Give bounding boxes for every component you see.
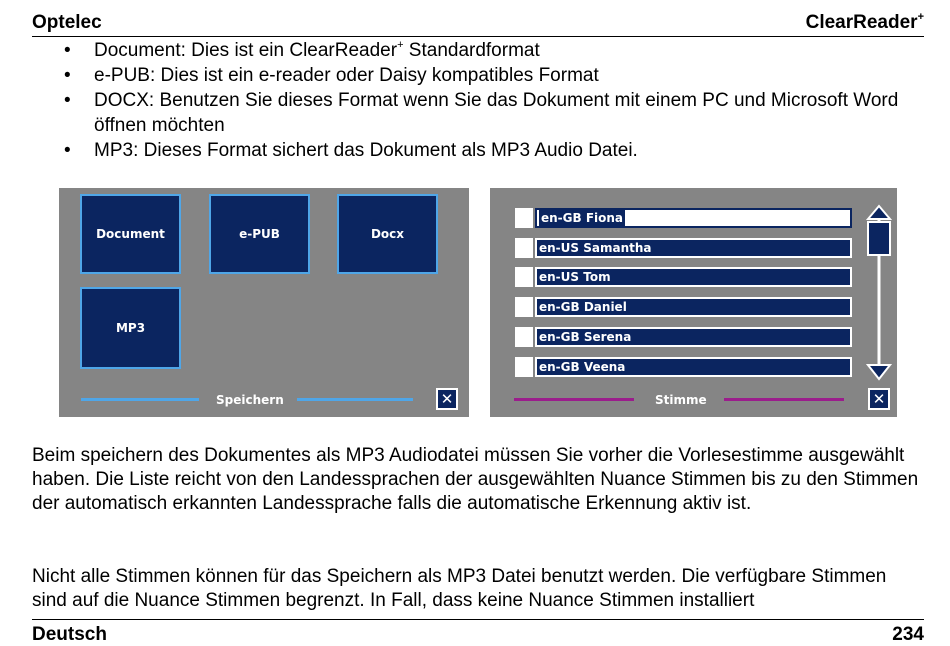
page-number: 234 bbox=[892, 624, 924, 645]
voice-select-panel bbox=[490, 188, 897, 417]
title-bar-right bbox=[724, 398, 844, 401]
list-item-sup: + bbox=[397, 39, 404, 51]
voice-label: en-US Samantha bbox=[535, 238, 852, 258]
voice-checkbox[interactable] bbox=[515, 208, 533, 228]
voice-scrollbar[interactable] bbox=[866, 204, 892, 382]
close-button[interactable] bbox=[436, 388, 458, 410]
voice-checkbox[interactable] bbox=[515, 297, 533, 317]
header-product bbox=[806, 12, 924, 34]
close-button[interactable] bbox=[868, 388, 890, 410]
list-item: • Document: Dies ist ein ClearReader+ Standardformat bbox=[64, 39, 540, 61]
scroll-down-arrow-icon[interactable] bbox=[868, 365, 890, 379]
voice-label: en-US Tom bbox=[535, 267, 852, 287]
voice-item-en-us-tom[interactable] bbox=[515, 267, 852, 287]
scroll-thumb[interactable] bbox=[868, 222, 890, 255]
list-item-text: e-PUB: Dies ist ein e-reader oder Daisy kompatibles Format bbox=[94, 65, 599, 86]
list-item: • DOCX: Benutzen Sie dieses Format wenn Sie das Dokument mit einem PC und Microsoft Word öffnen möchten bbox=[64, 90, 899, 136]
page-header bbox=[32, 10, 924, 37]
docx-format-button[interactable]: Docx bbox=[337, 194, 438, 274]
list-item: • e-PUB: Dies ist ein e-reader oder Daisy kompatibles Format bbox=[64, 65, 599, 86]
title-bar-left bbox=[81, 398, 199, 401]
document-format-button[interactable]: Document bbox=[80, 194, 181, 274]
panel-title: Stimme bbox=[655, 393, 707, 407]
title-bar-right bbox=[297, 398, 413, 401]
list-item-text-after: Standardformat bbox=[403, 40, 540, 61]
format-list bbox=[32, 38, 932, 163]
header-product-sup: + bbox=[917, 11, 924, 23]
voice-label: en-GB Serena bbox=[535, 327, 852, 347]
mp3-format-button[interactable]: MP3 bbox=[80, 287, 181, 369]
voice-label: en-GB Veena bbox=[535, 357, 852, 377]
voice-label: en-GB Daniel bbox=[535, 297, 852, 317]
voice-checkbox[interactable] bbox=[515, 238, 533, 258]
list-item-text: Document: Dies ist ein ClearReader bbox=[94, 40, 398, 61]
footer-language: Deutsch bbox=[32, 624, 107, 645]
epub-format-button[interactable]: e-PUB bbox=[209, 194, 310, 274]
list-item-text: MP3: Dieses Format sichert das Dokument als MP3 Audio Datei. bbox=[94, 140, 638, 161]
voice-checkbox[interactable] bbox=[515, 267, 533, 287]
header-brand: Optelec bbox=[32, 12, 102, 33]
page-footer bbox=[32, 619, 924, 645]
list-item-text: DOCX: Benutzen Sie dieses Format wenn Sie das Dokument mit einem PC und Microsoft Word öffnen möchten bbox=[94, 90, 899, 136]
voice-item-en-gb-serena[interactable] bbox=[515, 327, 852, 347]
close-icon: ✕ bbox=[440, 390, 454, 408]
voice-checkbox[interactable] bbox=[515, 357, 533, 377]
save-format-panel bbox=[59, 188, 469, 417]
panel-title: Speichern bbox=[216, 393, 284, 407]
header-product-name: ClearReader bbox=[805, 12, 918, 33]
voice-item-en-us-samantha[interactable] bbox=[515, 238, 852, 258]
voice-item-en-gb-fiona[interactable] bbox=[515, 208, 852, 228]
body-paragraph: Beim speichern des Dokumentes als MP3 Audiodatei müssen Sie vorher die Vorlesestimme ausgewählt haben. Die Liste reicht von den Landessprachen der ausgewählten Nuance Stimmen bis zu den Stimmen der automatisch erkannten Landessprache falls die automatische Erkennung aktiv ist. bbox=[32, 445, 919, 514]
scroll-up-arrow-icon[interactable] bbox=[868, 206, 890, 219]
voice-item-en-gb-daniel[interactable] bbox=[515, 297, 852, 317]
voice-item-en-gb-veena[interactable] bbox=[515, 357, 852, 377]
close-icon: ✕ bbox=[872, 390, 886, 408]
voice-checkbox[interactable] bbox=[515, 327, 533, 347]
body-paragraph: Nicht alle Stimmen können für das Speichern als MP3 Datei benutzt werden. Die verfügbare Stimmen sind auf die Nuance Stimmen begrenzt. In Fall, dass keine Nuance Stimmen installiert bbox=[32, 566, 887, 611]
voice-label: en-GB Fiona bbox=[541, 211, 624, 225]
list-item: • MP3: Dieses Format sichert das Dokument als MP3 Audio Datei. bbox=[64, 140, 638, 161]
title-bar-left bbox=[514, 398, 634, 401]
